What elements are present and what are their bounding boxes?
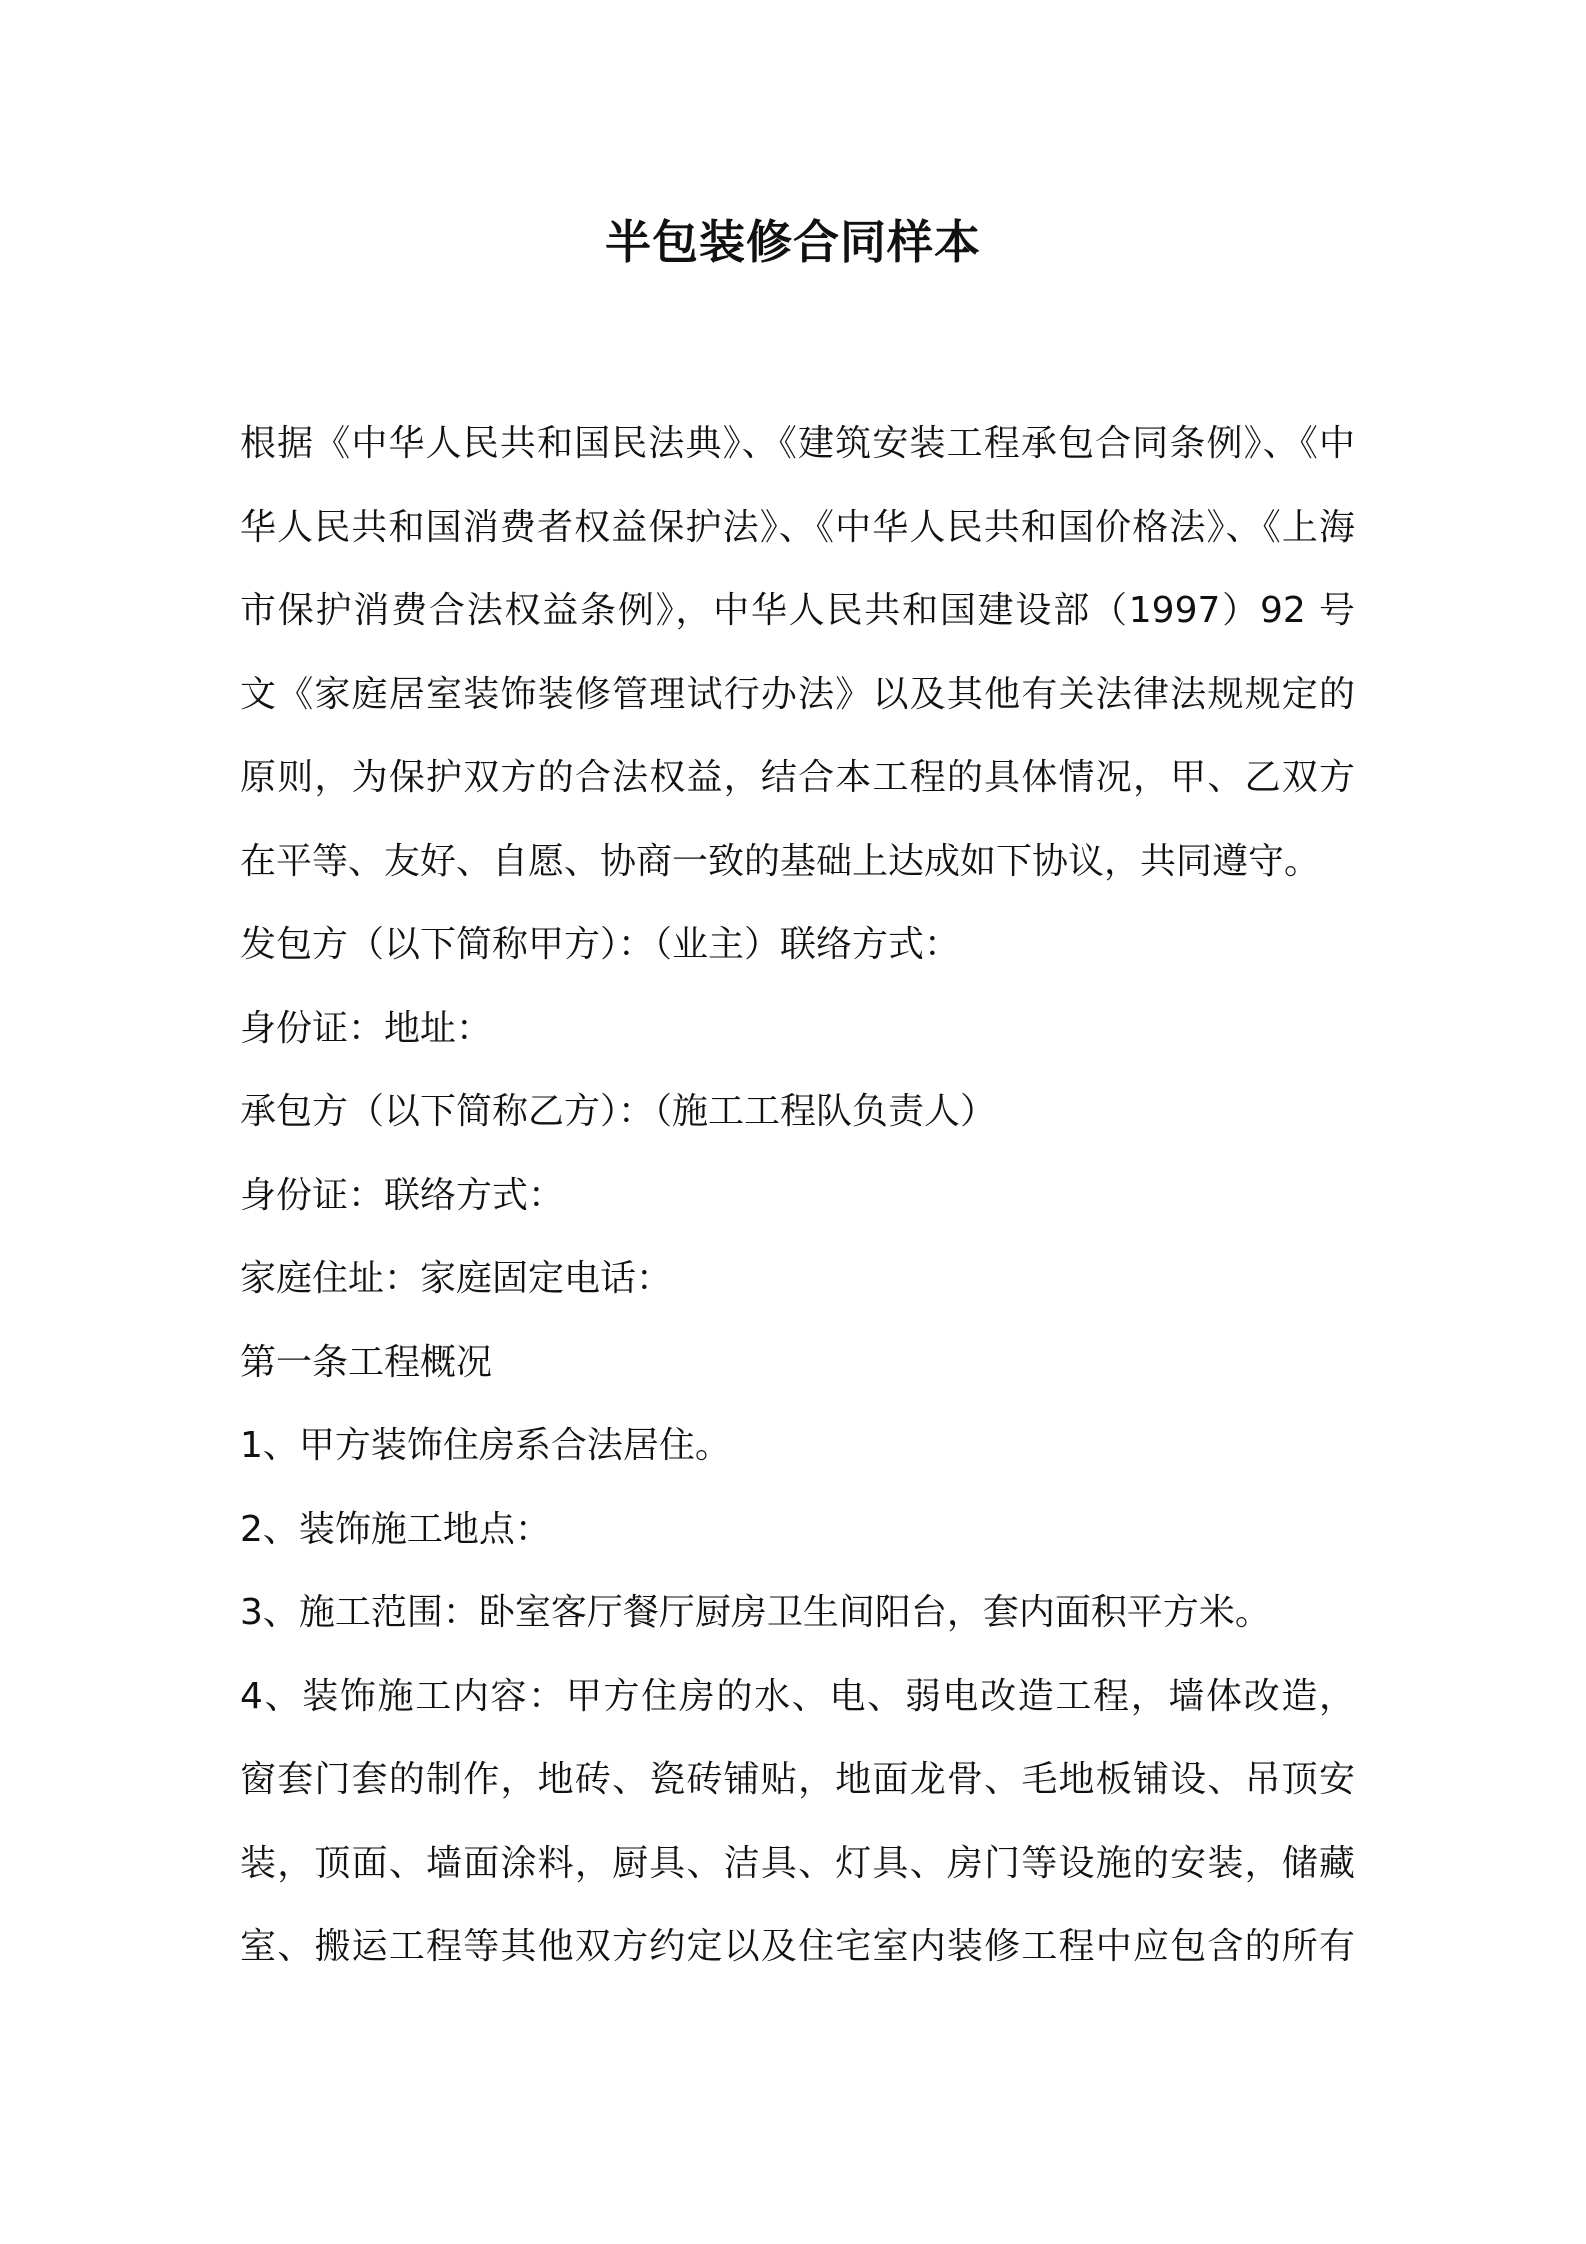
body-line: 在平等、友好、自愿、协商一致的基础上达成如下协议，共同遵守。 [240, 840, 1321, 882]
body-line: 市保护消费合法权益条例》，中华人民共和国建设部（1997）92 号 [240, 590, 1355, 631]
body-line: 原则，为保护双方的合法权益，结合本工程的具体情况，甲、乙双方 [240, 757, 1355, 798]
body-line: 身份证：联络方式： [240, 1174, 565, 1216]
body-line: 文《家庭居室装饰装修管理试行办法》以及其他有关法律法规规定的 [240, 673, 1355, 715]
body-line: 家庭住址：家庭固定电话： [240, 1258, 673, 1299]
body-line: 华人民共和国消费者权益保护法》、《中华人民共和国价格法》、《上海 [240, 506, 1355, 548]
body-line: 根据《中华人民共和国民法典》、《建筑安装工程承包合同条例》、《中 [240, 423, 1355, 464]
body-line: 身份证：地址： [240, 1007, 493, 1049]
body-line: 室、搬运工程等其他双方约定以及住宅室内装修工程中应包含的所有 [240, 1926, 1355, 1967]
document-title: 半包装修合同样本 [605, 215, 981, 269]
body-line: 装，顶面、墙面涂料，厨具、洁具、灯具、房门等设施的安装，储藏 [240, 1842, 1355, 1884]
body-line: 第一条工程概况 [240, 1341, 493, 1383]
body-line: 3、施工范围：卧室客厅餐厅厨房卫生间阳台，套内面积平方米。 [240, 1592, 1271, 1633]
body-line: 承包方（以下简称乙方）：（施工工程队负责人） [240, 1091, 997, 1132]
body-line: 发包方（以下简称甲方）：（业主）联络方式： [240, 924, 961, 965]
body-line: 2、装饰施工地点： [240, 1508, 551, 1550]
body-line: 1、甲方装饰住房系合法居住。 [240, 1425, 731, 1466]
body-line: 4、装饰施工内容：甲方住房的水、电、弱电改造工程，墙体改造， [240, 1675, 1355, 1717]
body-line: 窗套门套的制作，地砖、瓷砖铺贴，地面龙骨、毛地板铺设、吊顶安 [240, 1759, 1355, 1800]
document-body [240, 402, 1355, 1989]
